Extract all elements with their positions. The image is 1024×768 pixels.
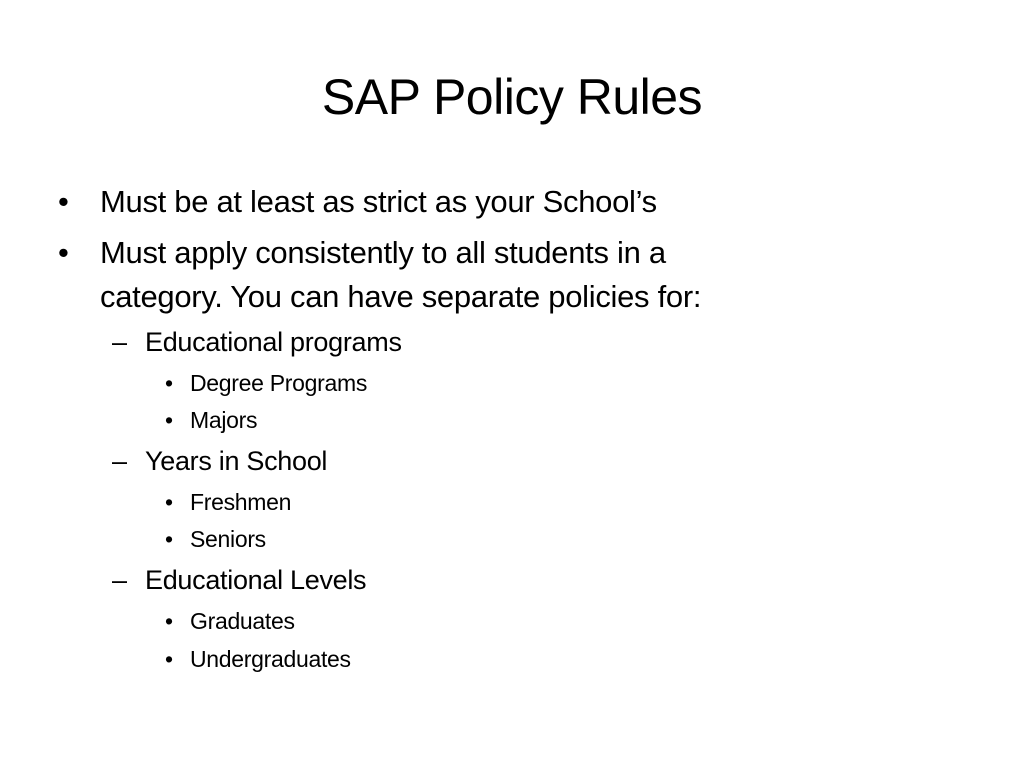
subsubitem-seniors: Seniors <box>190 526 266 552</box>
subitem-years-in-school: Years in School <box>145 446 328 476</box>
subsubitem-degree-programs: Degree Programs <box>190 370 368 396</box>
subsubitem-freshmen: Freshmen <box>190 489 292 515</box>
subitem-educational-levels: Educational Levels <box>145 565 367 595</box>
subitem-educational-programs: Educational programs <box>145 327 402 357</box>
bullet-item-strict: Must be at least as strict as your School’s <box>100 184 657 219</box>
dash-icon: – <box>112 565 128 595</box>
bullet-icon: • <box>165 646 174 672</box>
subsubitem-undergraduates: Undergraduates <box>190 646 351 672</box>
bullet-item-consistent-line2: category. You can have separate policies for: <box>100 279 702 314</box>
dash-icon: – <box>112 327 128 357</box>
bullet-icon: • <box>165 489 174 515</box>
subsubitem-majors: Majors <box>190 407 258 433</box>
bullet-icon: • <box>58 235 69 270</box>
bullet-icon: • <box>165 526 174 552</box>
bullet-icon: • <box>165 608 174 634</box>
subsubitem-graduates: Graduates <box>190 608 295 634</box>
bullet-item-consistent-line1: Must apply consistently to all students in a <box>100 235 666 270</box>
dash-icon: – <box>112 446 128 476</box>
bullet-icon: • <box>58 184 69 219</box>
bullet-icon: • <box>165 370 174 396</box>
bullet-icon: • <box>165 407 174 433</box>
slide-title: SAP Policy Rules <box>321 69 703 125</box>
